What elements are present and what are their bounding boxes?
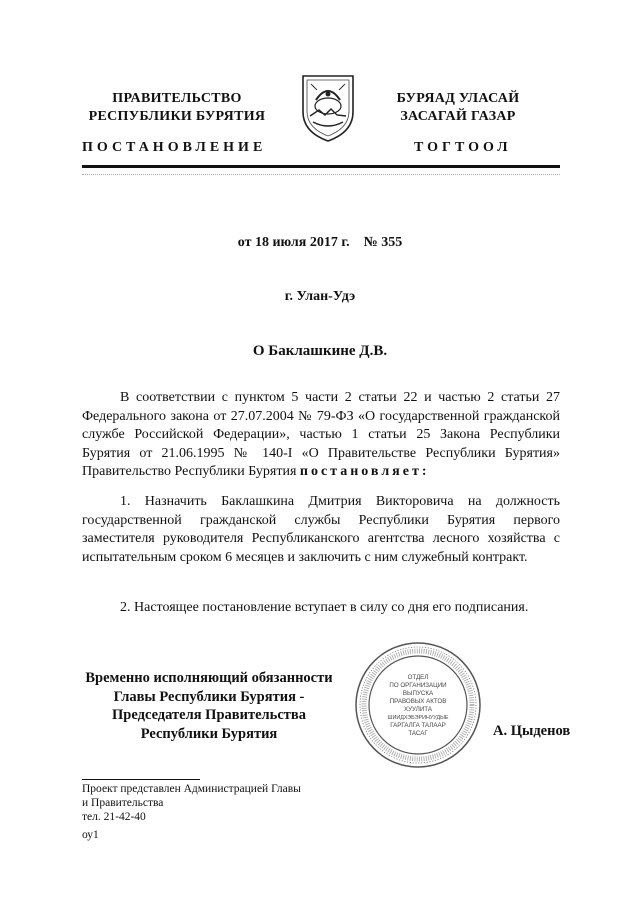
document-date: от 18 июля 2017 г. [237,235,350,250]
header-dotted-rule [82,174,560,175]
signatory-title-line1: Временно исполняющий обязанности [85,670,333,686]
draft-note-line2: и Правительства [82,797,164,809]
seal-line-1: ОТДЕЛ [407,674,429,681]
official-seal-stamp [354,641,482,769]
government-name-bua-line1: БУРЯАД УЛАСАЙ [396,91,520,106]
contact-phone: тел. 21-42-40 [82,811,146,823]
decree-word: постановляет: [299,464,430,479]
government-name-bua [383,90,533,126]
draft-note [82,782,301,824]
seal-line-5: ХУУЛИТА [404,706,432,713]
government-name-ru-line2: РЕСПУБЛИКИ БУРЯТИЯ [88,109,266,124]
signatory-title-line2: Главы Республики Бурятия - [113,688,305,705]
government-name-ru-line1: ПРАВИТЕЛЬСТВО [112,91,242,106]
seal-line-4: ПРАВОВЫХ АКТОВ [389,698,447,705]
seal-line-2: ПО ОРГАНИЗАЦИИ [389,682,447,689]
document-number: № 355 [363,235,403,250]
item-2-paragraph [82,599,560,618]
document-subject: О Баклашкине Д.В. [252,343,388,359]
preamble-text: В соответствии с пунктом 5 части 2 статьи 22 и частью 2 статьи 27 Федерального закона от 27.07.2004 № 79-ФЗ «О государственной гражданской службе Российской Федерации», частью 1 статьи 25 Закона Республики Бурятия от 21.06.1995 № 140-I «О Правительстве Республики Бурятия» Правительство Республики Бурятия [82,390,560,479]
footer-rule [82,779,200,780]
seal-line-7: ГАРГАЛГА ТАЛААР [390,722,446,729]
date-number-line [0,235,640,251]
signatory-title [78,669,340,743]
seal-line-3: ВЫПУСКА [402,690,434,697]
doc-type-ru: ПОСТАНОВЛЕНИЕ [82,140,267,155]
preamble-paragraph [82,389,560,482]
item-2-text: 2. Настоящее постановление вступает в силу со дня его подписания. [120,600,529,615]
signatory-title-line4: Республики Бурятия [140,725,278,742]
item-1-paragraph [82,493,560,567]
signatory-title-line3: Председателя Правительства [112,707,306,723]
coat-of-arms-icon [297,70,359,144]
document-city: г. Улан-Удэ [284,289,356,304]
government-name-ru [82,90,272,126]
government-name-bua-line2: ЗАСАГАЙ ГАЗАР [400,109,516,124]
document-code: оу1 [82,829,99,841]
header-rule [82,165,560,168]
seal-line-6: ШИИДХЭБЭРИНУУДЫЕ [387,715,449,721]
seal-line-8: ТАСАГ [408,730,428,737]
item-1-text: 1. Назначить Баклашкина Дмитрия Викторовича на должность государственной гражданской службы Республики Бурятия первого заместителя руководителя Республиканского агентства лесного хозяйства с испытательным сроком 6 месяцев и заключить с ним служебный контракт. [82,494,560,565]
doc-type-bua: ТОГТООЛ [414,140,512,155]
draft-note-line1: Проект представлен Администрацией Главы [82,783,301,795]
signatory-name: А. Цыденов [493,723,571,739]
